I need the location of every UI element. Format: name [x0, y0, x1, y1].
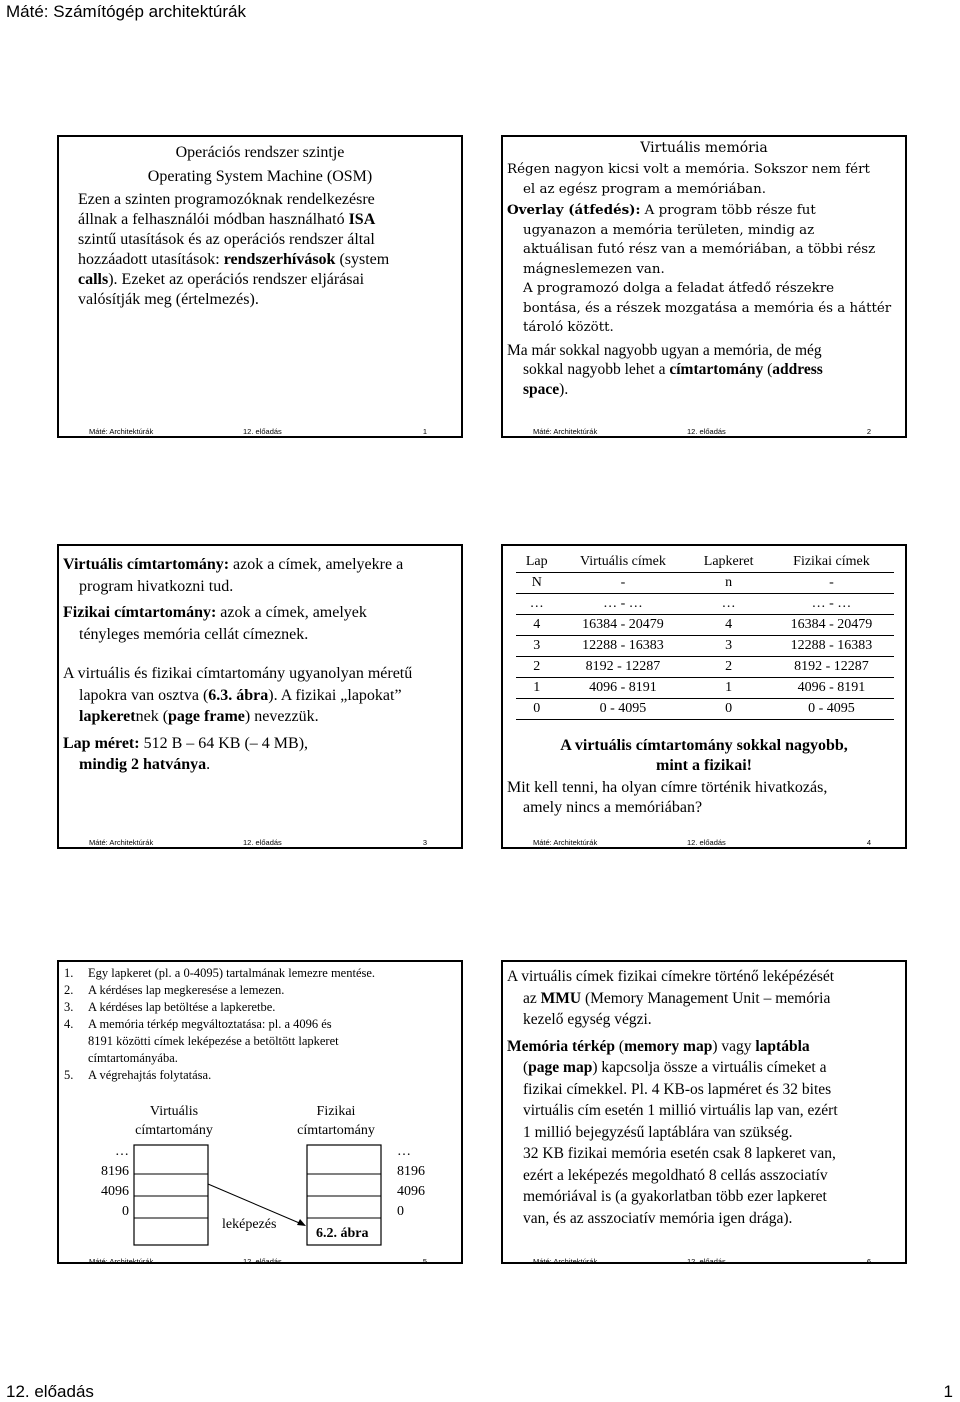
- table-row: 4 16384 - 20479 4 16384 - 20479: [516, 615, 894, 636]
- slide3-line: mindig 2 hatványa.: [79, 756, 211, 773]
- slide-1: Operációs rendszer szintje Operating System Machine (OSM) Ezen a szinten programozóknak rendelkezésre állnak a felhasználói módban használható ISA szintű utasítások és az operációs rendszer által hozzáadott utasítások: rendszerhívások (system calls). Ezeket az operációs rendszer eljárásai valósítják meg (értelmezés). Máté: Architektúrák 12. előadás 1: [57, 135, 463, 438]
- virt-label: Virtuális címtartomány: [135, 1104, 213, 1138]
- slide6-line: Memória térkép (memory map) vagy laptábla: [507, 1037, 810, 1055]
- slide6-line: kezelő egység végzi.: [523, 1011, 652, 1028]
- slide2-line: A programozó dolga a feladat átfedő részekre: [523, 281, 835, 296]
- slide2-line: sokkal nagyobb lehet a címtartomány (address: [523, 361, 823, 378]
- list-item: címtartományába.: [88, 1051, 178, 1065]
- slide2-line: ugyanazon a memória területen, mindig az: [523, 222, 815, 238]
- slide3-line: A virtuális és fizikai címtartomány ugyanolyan méretű: [63, 665, 413, 682]
- table-header: Fizikai címek: [769, 552, 894, 573]
- phys-label: Fizikai címtartomány: [297, 1104, 375, 1138]
- table-row: N - n -: [516, 573, 894, 594]
- slide2-line: Overlay (átfedés): A program több része fut: [507, 202, 816, 218]
- table-header: Virtuális címek: [558, 552, 689, 573]
- slide6-line: 32 KB fizikai memória esetén csak 8 lapkeret van,: [523, 1145, 836, 1162]
- page-number: 1: [943, 1382, 953, 1401]
- slide-3: Virtuális címtartomány: azok a címek, amelyekre a program hivatkozni tud. Fizikai címtartomány: azok a címek, amelyek tényleges memória cellát címeznek. A virtuális és fizikai címtartomány ugyanolyan méretű lapokra van osztva (6.3. ábra). A fizikai „lapokat” lapkeretnek (page frame) nevezzük. Lap méret: 512 B – 64 KB (– 4 MB), mindig 2 hatványa. Máté: Architektúrák 12. előadás 3: [57, 544, 463, 849]
- map-label: leképezés: [222, 1217, 277, 1232]
- table-header-row: [516, 552, 894, 573]
- slide4-bold-line: A virtuális címtartomány sokkal nagyobb,: [560, 737, 848, 754]
- slide3-line: lapkeretnek (page frame) nevezzük.: [79, 708, 319, 725]
- slide2-line: tároló között.: [523, 320, 614, 335]
- slide6-line: virtuális cím esetén 1 millió virtuális lap van, ezért: [523, 1102, 838, 1119]
- slide-2: Virtuális memória Régen nagyon kicsi volt a memória. Sokszor nem fért el az egész program a memóriában. Overlay (átfedés): A program több része fut ugyanazon a memória területen, mindig az aktuálisan futó rész van a memóriában, a többi rész mágneslemezen van. A programozó dolga a feladat átfedő részekre bontása, és a részek mozgatása a memória és a háttér tároló között. Ma már sokkal nagyobb ugyan a memória, de még sokkal nagyobb lehet a címtartomány (address space). Máté: Architektúrák 12. előadás 2: [501, 135, 907, 438]
- list-item: 3. A kérdéses lap betöltése a lapkeretbe.: [64, 1000, 276, 1014]
- slide3-line: tényleges memória cellát címeznek.: [79, 625, 309, 643]
- slide1-line: állnak a felhasználói módban használható ISA: [78, 211, 376, 228]
- slide6-line: ezért a leképezés megoldható 8 cellás asszociatív: [523, 1166, 828, 1184]
- figure-caption: 6.2. ábra: [316, 1226, 369, 1241]
- left-values: … 8196 4096 0: [101, 1144, 129, 1219]
- slide1-line: Ezen a szinten programozóknak rendelkezésre: [78, 191, 375, 208]
- right-values: … 8196 4096 0: [397, 1144, 425, 1219]
- slide3-line: Fizikai címtartomány: azok a címek, amelyek: [63, 604, 367, 621]
- slide1-line: hozzáadott utasítások: rendszerhívások (system: [78, 251, 390, 268]
- arrow-head-icon: [297, 1219, 306, 1226]
- slide-5: 1. Egy lapkeret (pl. a 0-4095) tartalmának lemezre mentése. 2. A kérdéses lap megkeresése a lemezen. 3. A kérdéses lap betöltése a lapkeretbe. 4. A memória térkép megváltoztatása: pl. a 4096 és 8191 közötti címek leképezése a betöltött lapkeret címtartományába. 5. A végrehajtás folytatása. Virtuális címtartomány Fizikai címtartomány … 8196 4096 0 … 8196 4096 0 leképezés 6.2. ábra Máté: Architektúrák 12. előadás 5: [57, 960, 463, 1264]
- slide1-line: calls). Ezeket az operációs rendszer eljárásai: [78, 271, 365, 288]
- slide2-line: Ma már sokkal nagyobb ugyan a memória, de még: [507, 341, 822, 359]
- table-row: 3 12288 - 16383 3 12288 - 16383: [516, 636, 894, 657]
- list-item: 1. Egy lapkeret (pl. a 0-4095) tartalmának lemezre mentése.: [64, 966, 376, 980]
- slide-4: Lap Virtuális címek Lapkeret Fizikai címek N - n - … … - … … … - … 4 16384 - 20479 4 16384 - 20479 3 12288 - 16383 3 12288 - 16383 2 8192 - 12287 2 8192 - 12287 1 4096 - 8191 1 4096 - 8191 0 0 - 4095 0 0 - 4095 A virtuális címtartomány sokkal nagyobb, mint a fizikai! Mit kell tenni, ha olyan címre történik hivatkozás, amely nincs a memóriában? Máté: Architektúrák 12. előadás 4: [501, 544, 907, 849]
- slide1-line: szintű utasítások és az operációs rendszer által: [78, 231, 375, 248]
- list-item: 2. A kérdéses lap megkeresése a lemezen.: [64, 983, 285, 997]
- slide2-title: Virtuális memória: [640, 140, 768, 156]
- page-table: [516, 552, 894, 720]
- slide4-bold-line: mint a fizikai!: [656, 757, 752, 774]
- slide2-line: bontása, és a részek mozgatása a memória és a háttér: [523, 300, 892, 316]
- slide4-line: Mit kell tenni, ha olyan címre történik hivatkozás,: [507, 779, 828, 796]
- slide6-line: 1 millió bejegyzésű laptáblára van szükség.: [523, 1123, 793, 1141]
- slide2-line: Régen nagyon kicsi volt a memória. Sokszor nem fért: [507, 162, 870, 177]
- slide1-line: valósítják meg (értelmezés).: [78, 291, 259, 308]
- slide3-line: Virtuális címtartomány: azok a címek, amelyekre a: [63, 556, 404, 573]
- page-header: Máté: Számítógép architektúrák: [6, 2, 247, 21]
- slide6-line: memóriával is (a gyakorlatban több ezer lapkeret: [523, 1188, 827, 1205]
- table-row: … … - … … … - …: [516, 594, 894, 615]
- table-row: 1 4096 - 8191 1 4096 - 8191: [516, 678, 894, 699]
- slide2-line: aktuálisan futó rész van a memóriában, a többi rész: [523, 242, 876, 257]
- slide6-line: az MMU (Memory Management Unit – memória: [523, 989, 831, 1007]
- slide3-line: lapokra van osztva (6.3. ábra). A fizikai „lapokat”: [79, 686, 402, 704]
- list-item: 5. A végrehajtás folytatása.: [64, 1068, 212, 1082]
- table-row: 0 0 - 4095 0 0 - 4095: [516, 699, 894, 720]
- slide6-line: A virtuális címek fizikai címekre történő leképézését: [507, 968, 835, 985]
- table-header: Lapkeret: [688, 552, 769, 573]
- slide1-title1: Operációs rendszer szintje: [175, 144, 345, 161]
- list-item: 8191 közötti címek leképezése a betöltött lapkeret: [88, 1034, 339, 1048]
- table-row: 2 8192 - 12287 2 8192 - 12287: [516, 657, 894, 678]
- slide2-line: mágneslemezen van.: [523, 261, 665, 277]
- slide6-line: van, és az asszociatív memória igen drága).: [523, 1209, 793, 1227]
- slide1-title2: Operating System Machine (OSM): [147, 168, 373, 185]
- slide3-line: Lap méret: 512 B – 64 KB (– 4 MB),: [63, 734, 309, 752]
- slide2-line: space).: [523, 380, 569, 398]
- slide-6: A virtuális címek fizikai címekre történő leképézését az MMU (Memory Management Unit – memória kezelő egység végzi. Memória térkép (memory map) vagy laptábla (page map) kapcsolja össze a virtuális címeket a fizikai címekkel. Pl. 4 KB-os lapméret és 32 bites virtuális cím esetén 1 millió virtuális lap van, ezért 1 millió bejegyzésű laptáblára van szükség. 32 KB fizikai memória esetén csak 8 lapkeret van, ezért a leképezés megoldható 8 cellás asszociatív memóriával is (a gyakorlatban több ezer lapkeret van, és az asszociatív memória igen drága). Máté: Architektúrák 12. előadás 6: [501, 960, 907, 1264]
- virtual-memory-box: [134, 1145, 208, 1245]
- table-header: Lap: [516, 552, 558, 573]
- slide3-line: program hivatkozni tud.: [79, 577, 234, 595]
- list-item: 4. A memória térkép megváltoztatása: pl. a 4096 és: [64, 1017, 332, 1031]
- slide6-line: (page map) kapcsolja össze a virtuális címeket a: [523, 1059, 827, 1076]
- slide2-line: el az egész program a memóriában.: [523, 181, 767, 197]
- slide6-line: fizikai címekkel. Pl. 4 KB-os lapméret és 32 bites: [523, 1080, 832, 1098]
- slide4-line: amely nincs a memóriában?: [523, 799, 703, 816]
- page-footer-left: 12. előadás: [6, 1382, 94, 1401]
